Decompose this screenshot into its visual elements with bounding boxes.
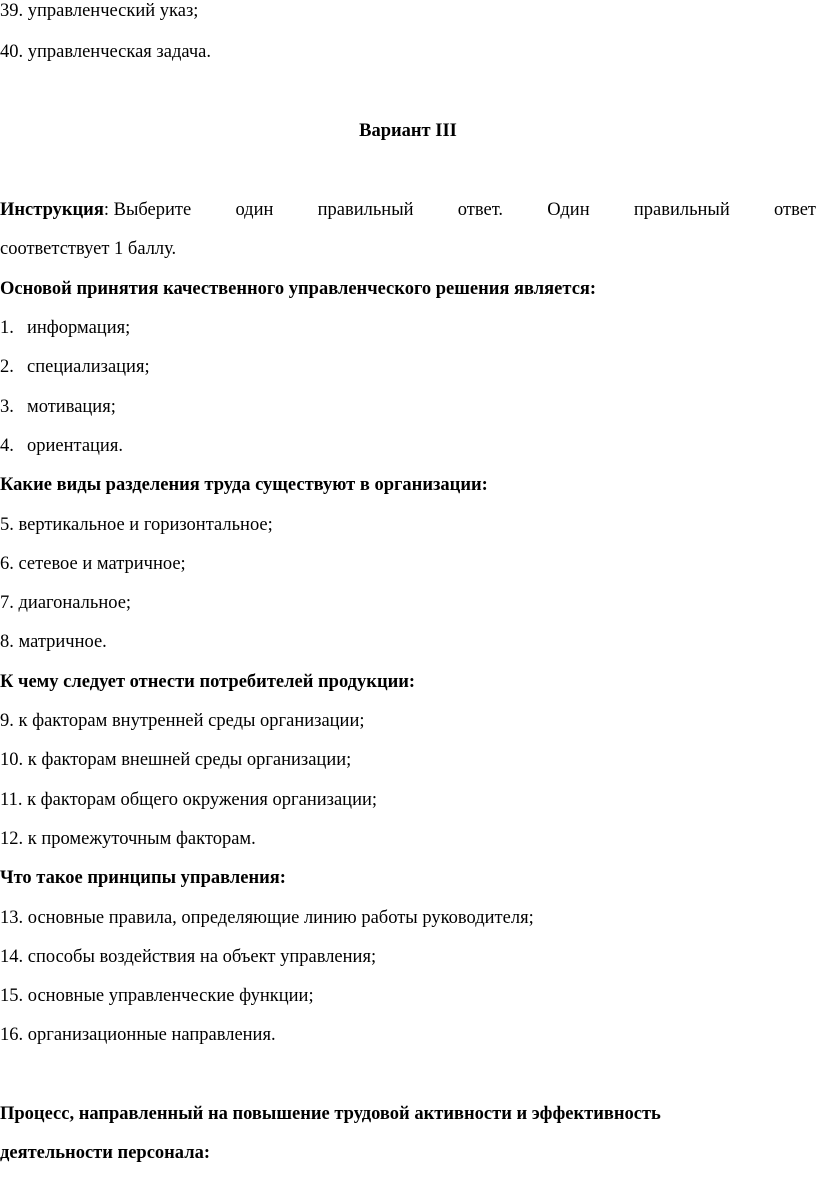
question-title: К чему следует отнести потребителей продукции: <box>0 672 416 692</box>
instruction-continuation: соответствует 1 баллу. <box>0 239 177 259</box>
list-item: 40. управленческая задача. <box>0 42 211 62</box>
option-text: ориентация. <box>27 436 123 456</box>
question-title: Процесс, направленный на повышение трудовой активности и эффективность <box>0 1104 661 1124</box>
option-number: 4. <box>0 436 14 456</box>
answer-option <box>0 435 816 457</box>
instruction-word: : Выберите <box>103 200 192 220</box>
answer-option: 13. основные правила, определяющие линию работы руководителя; <box>0 908 534 928</box>
question-title: Основой принятия качественного управленческого решения является: <box>0 279 597 299</box>
question-title: Что такое принципы управления: <box>0 868 286 888</box>
answer-option: 6. сетевое и матричное; <box>0 554 186 574</box>
option-number: 3. <box>0 397 14 417</box>
instruction-word: правильный <box>317 200 414 220</box>
option-number: 2. <box>0 357 14 377</box>
option-text: информация; <box>27 318 131 338</box>
answer-option: 11. к факторам общего окружения организации; <box>0 790 378 810</box>
instruction-line <box>0 199 816 221</box>
answer-option: 16. организационные направления. <box>0 1025 276 1045</box>
instruction-label: Инструкция <box>0 200 104 220</box>
instruction-word: ответ <box>773 200 816 220</box>
question-title: Какие виды разделения труда существуют в организации: <box>0 475 488 495</box>
instruction-word: Один <box>547 200 590 220</box>
answer-option: 9. к факторам внутренней среды организации; <box>0 711 365 731</box>
variant-title: Вариант III <box>359 121 457 141</box>
instruction-word: один <box>235 200 274 220</box>
instruction-word: ответ. <box>457 200 504 220</box>
answer-option <box>0 356 816 378</box>
answer-option: 14. способы воздействия на объект управления; <box>0 947 377 967</box>
option-number: 1. <box>0 318 14 338</box>
answer-option <box>0 317 816 339</box>
answer-option: 12. к промежуточным факторам. <box>0 829 256 849</box>
instruction-word: правильный <box>633 200 730 220</box>
answer-option: 7. диагональное; <box>0 593 132 613</box>
instruction-first-word <box>0 199 191 221</box>
list-item: 39. управленческий указ; <box>0 1 199 21</box>
question-title-continuation: деятельности персонала: <box>0 1143 211 1163</box>
option-text: специализация; <box>27 357 150 377</box>
answer-option: 10. к факторам внешней среды организации; <box>0 750 352 770</box>
answer-option: 15. основные управленческие функции; <box>0 986 314 1006</box>
answer-option: 8. матричное. <box>0 632 107 652</box>
answer-option <box>0 396 816 418</box>
option-text: мотивация; <box>27 397 116 417</box>
answer-option: 5. вертикальное и горизонтальное; <box>0 515 273 535</box>
